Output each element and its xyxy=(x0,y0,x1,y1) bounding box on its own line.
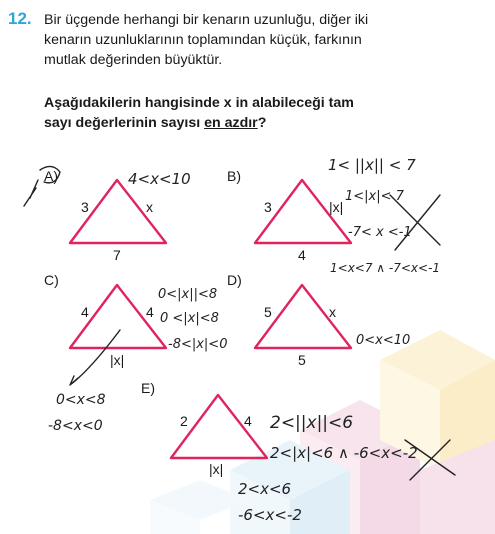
option-b-right-side: |x| xyxy=(329,199,344,215)
option-e-bottom-side: |x| xyxy=(209,461,224,477)
note-b-1: 1< ||x|| < 7 xyxy=(328,156,416,174)
note-b-2: 1<|x|< 7 xyxy=(345,189,404,204)
option-c-letter[interactable]: C) xyxy=(44,272,59,288)
statement-line: kenarın uzunluklarının toplamından küçük, farkının xyxy=(44,32,362,48)
note-b-3: -7< x <-1 xyxy=(348,225,412,240)
option-a-letter[interactable]: A) xyxy=(44,168,58,184)
note-c-4: 0<x<8 xyxy=(56,392,106,408)
option-d-letter[interactable]: D) xyxy=(227,272,242,288)
note-e-2: 2<|x|<6 ∧ -6<x<-2 xyxy=(270,444,418,462)
option-e-right-side: 4 xyxy=(244,413,252,429)
question-number: 12. xyxy=(8,9,32,28)
note-a: 4<x<10 xyxy=(128,170,191,188)
option-d-bottom-side: 5 xyxy=(298,352,306,368)
note-c-1: 0<|x||<8 xyxy=(158,287,218,302)
note-e-4: -6<x<-2 xyxy=(238,506,302,524)
note-d: 0<x<10 xyxy=(356,333,411,348)
option-b-bottom-side: 4 xyxy=(298,247,306,263)
statement-line: Bir üçgende herhangi bir kenarın uzunluğu, diğer iki xyxy=(44,12,369,28)
option-d-left-side: 5 xyxy=(264,304,272,320)
note-c-5: -8<x<0 xyxy=(48,418,103,434)
note-e-1: 2<||x||<6 xyxy=(270,413,354,433)
note-c-3: -8<|x|<0 xyxy=(168,337,228,352)
note-c-2: 0 <|x|<8 xyxy=(160,311,219,326)
option-a-left-side: 3 xyxy=(81,199,89,215)
statement-line: mutlak değerinden büyüktür. xyxy=(44,52,223,68)
note-e-3: 2<x<6 xyxy=(238,480,292,498)
option-a-right-side: x xyxy=(146,199,153,215)
option-e-letter[interactable]: E) xyxy=(141,380,155,396)
option-c-left-side: 4 xyxy=(81,304,89,320)
prompt-suffix: ? xyxy=(257,115,267,131)
option-b-letter[interactable]: B) xyxy=(227,168,241,184)
option-d-right-side: x xyxy=(329,304,336,320)
option-b-left-side: 3 xyxy=(264,199,272,215)
option-c-bottom-side: |x| xyxy=(110,352,125,368)
option-a-bottom-side: 7 xyxy=(113,247,121,263)
prompt-emphasis: en azdır xyxy=(204,115,258,131)
option-e-left-side: 2 xyxy=(180,413,188,429)
note-b-4: 1<x<7 ∧ -7<x<-1 xyxy=(330,261,441,275)
prompt-line-1: Aşağıdakilerin hangisinde x in alabileceği tam xyxy=(44,95,354,111)
prompt-prefix: sayı değerlerinin sayısı xyxy=(44,115,205,131)
option-c-right-side: 4 xyxy=(146,304,154,320)
